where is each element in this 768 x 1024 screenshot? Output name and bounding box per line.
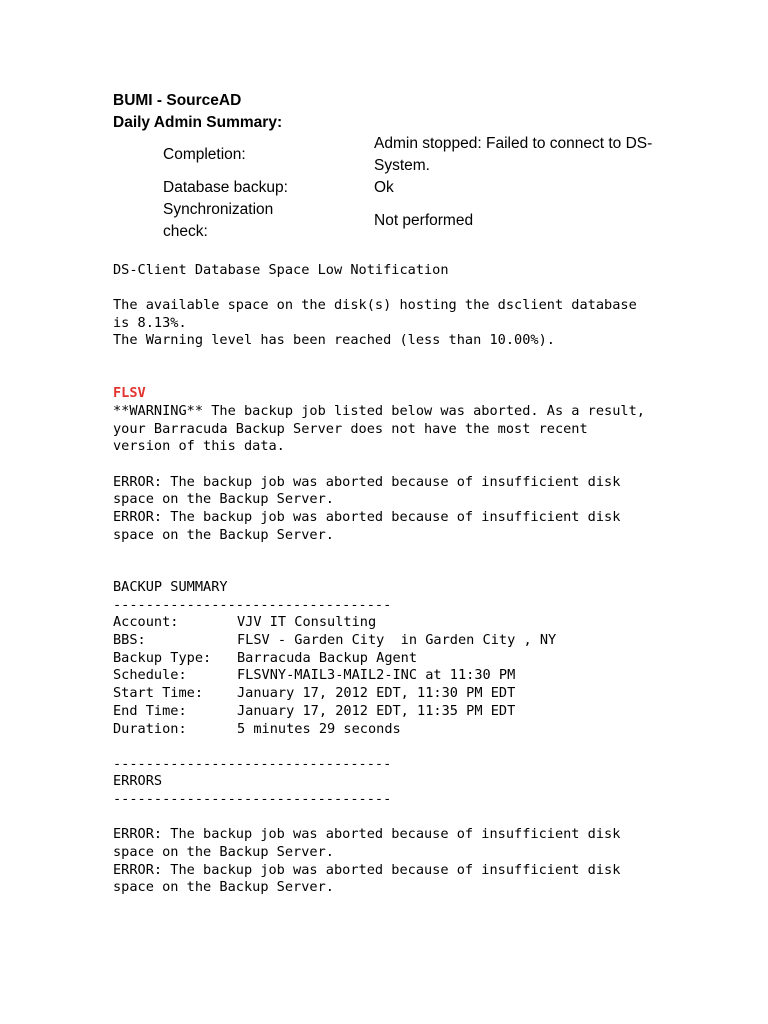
errors-divider-bottom: ----------------------------------	[113, 791, 392, 807]
bbs-value: FLSV - Garden City in Garden City , NY	[237, 632, 557, 648]
backup-type-label: Backup Type:	[113, 650, 212, 666]
schedule-label: Schedule:	[113, 667, 187, 683]
duration-value: 5 minutes 29 seconds	[237, 721, 401, 737]
start-time-value: January 17, 2012 EDT, 11:30 PM EDT	[237, 685, 516, 701]
backup-type-value: Barracuda Backup Agent	[237, 650, 418, 666]
database-backup-label: Database backup:	[163, 179, 288, 196]
bbs-label: BBS:	[113, 632, 146, 648]
account-value: VJV IT Consulting	[237, 614, 377, 630]
notification-line-3: The Warning level has been reached (less than 10.00%).	[113, 332, 555, 348]
flsv-error-1-line-1: ERROR: The backup job was aborted because of insufficient disk	[113, 474, 621, 490]
start-time-label: Start Time:	[113, 685, 204, 701]
flsv-heading: FLSV	[113, 385, 146, 401]
notification-title: DS-Client Database Space Low Notification	[113, 262, 449, 278]
synchronization-check-value: Not performed	[374, 212, 474, 229]
notification-line-2: is 8.13%.	[113, 315, 187, 331]
flsv-error-2-line-2: space on the Backup Server.	[113, 527, 334, 543]
flsv-warning-line-3: version of this data.	[113, 438, 285, 454]
end-time-value: January 17, 2012 EDT, 11:35 PM EDT	[237, 703, 516, 719]
flsv-error-1-line-2: space on the Backup Server.	[113, 491, 334, 507]
account-label: Account:	[113, 614, 179, 630]
document-subtitle: Daily Admin Summary:	[113, 114, 283, 131]
admin-summary-table	[163, 133, 683, 243]
completion-value: Admin stopped: Failed to connect to DS-System.	[374, 135, 653, 174]
completion-label: Completion:	[163, 146, 246, 163]
flsv-warning-line-2: your Barracuda Backup Server does not have the most recent	[113, 421, 588, 437]
flsv-warning-line-1: **WARNING** The backup job listed below was aborted. As a result,	[113, 403, 645, 419]
errors-error-2-line-2: space on the Backup Server.	[113, 879, 334, 895]
errors-error-1-line-1: ERROR: The backup job was aborted because of insufficient disk	[113, 826, 621, 842]
errors-error-2-line-1: ERROR: The backup job was aborted because of insufficient disk	[113, 862, 621, 878]
backup-summary-divider: ----------------------------------	[113, 597, 392, 613]
summary-row-synchronization-check	[163, 199, 683, 243]
errors-title: ERRORS	[113, 773, 163, 789]
summary-row-database-backup	[163, 177, 683, 199]
duration-label: Duration:	[113, 721, 187, 737]
notification-line-1: The available space on the disk(s) hosting the dsclient database	[113, 297, 637, 313]
errors-error-1-line-2: space on the Backup Server.	[113, 844, 334, 860]
flsv-error-2-line-1: ERROR: The backup job was aborted because of insufficient disk	[113, 509, 621, 525]
schedule-value: FLSVNY-MAIL3-MAIL2-INC at 11:30 PM	[237, 667, 516, 683]
errors-divider-top: ----------------------------------	[113, 756, 392, 772]
summary-row-completion	[163, 133, 683, 177]
backup-summary-title: BACKUP SUMMARY	[113, 579, 228, 595]
synchronization-check-label: Synchronization check:	[163, 201, 274, 240]
end-time-label: End Time:	[113, 703, 187, 719]
database-backup-value: Ok	[374, 179, 394, 196]
document-title: BUMI - SourceAD	[113, 92, 242, 109]
